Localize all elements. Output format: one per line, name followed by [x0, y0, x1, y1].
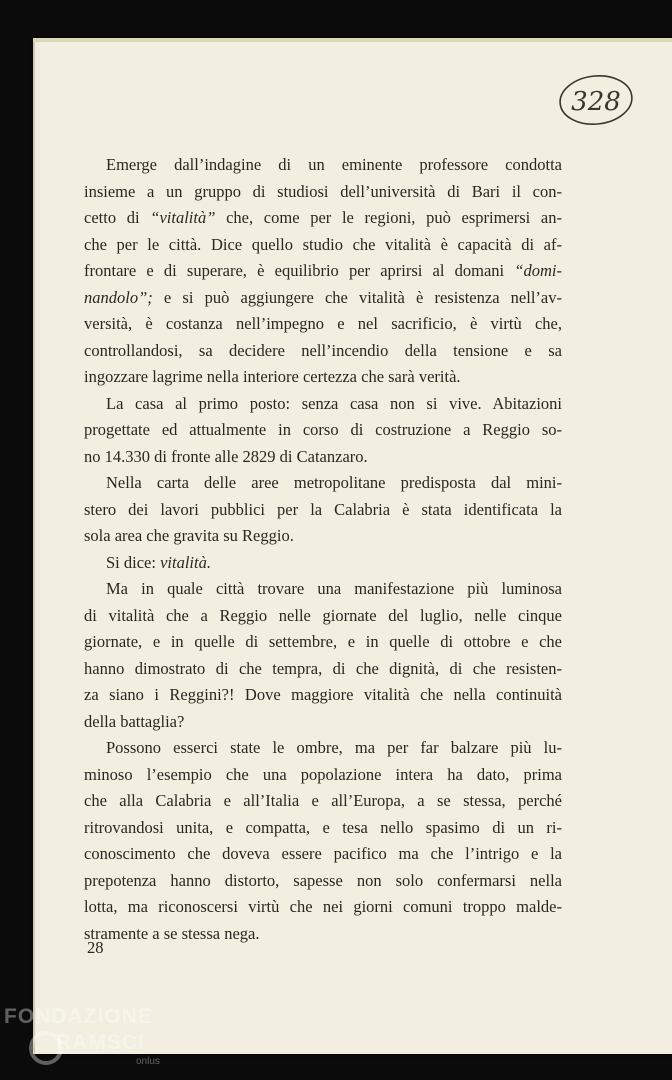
paragraph: [84, 735, 562, 947]
text-line: [84, 709, 562, 736]
text-segment: giornate, e in quelle di settembre, e in quelle di ottobre e che: [84, 632, 562, 651]
text-line: [84, 762, 562, 789]
italic-text: “domi-: [514, 261, 562, 280]
text-line: [84, 205, 562, 232]
text-line: [84, 497, 562, 524]
text-line: [84, 179, 562, 206]
text-segment: hanno dimostrato di che tempra, di che dignità, di che resisten-: [84, 658, 562, 678]
text-line: [84, 894, 562, 921]
text-line: [84, 576, 562, 603]
text-segment: conoscimento che doveva essere pacifico ma che l’intrigo e la: [84, 844, 562, 863]
handwritten-circle-icon: [557, 70, 635, 128]
watermark-line3: onlus: [136, 1056, 160, 1067]
text-line: [84, 603, 562, 630]
text-segment: Si dice:: [106, 552, 161, 572]
paragraph: [84, 470, 562, 550]
text-segment: frontare e di superare, è equilibrio per aprirsi al domani: [84, 261, 515, 280]
text-segment: sola area che gravita su Reggio.: [84, 526, 294, 545]
page-number: 28: [87, 938, 104, 957]
text-segment: stero dei lavori pubblici per la Calabria è stata identificata la: [84, 499, 562, 519]
text-segment: ritrovandosi unita, e compatta, e tesa nello spasimo di un ri-: [84, 817, 562, 837]
text-line: [84, 682, 562, 709]
italic-text: nandolo”;: [84, 287, 153, 307]
text-line: [84, 656, 562, 683]
text-line: [84, 285, 562, 312]
text-segment: Ma in quale città trovare una manifestazione più luminosa: [106, 579, 562, 598]
text-line: [84, 550, 562, 577]
text-segment: di vitalità che a Reggio nelle giornate del luglio, nelle cinque: [84, 605, 562, 625]
text-line: [84, 417, 562, 444]
text-segment: lotta, ma riconoscersi virtù che nei giorni comuni troppo malde-: [84, 897, 562, 916]
text-line: [84, 391, 562, 418]
text-segment: controllandosi, sa decidere nell’incendio della tensione e sa: [84, 340, 562, 360]
text-line: [84, 364, 562, 391]
italic-text: “vitalità”: [150, 208, 216, 227]
page-top-edge: [33, 38, 672, 42]
handwritten-page-annotation: [557, 70, 635, 128]
text-segment: progettate ed attualmente in corso di costruzione a Reggio so-: [84, 420, 562, 439]
text-line: [84, 258, 562, 285]
text-segment: ingozzare lagrime nella interiore certezza che sarà verità.: [84, 367, 461, 386]
text-segment: stramente a se stessa nega.: [84, 923, 260, 943]
text-segment: che alla Calabria e all’Italia e all’Europa, a se stessa, perché: [84, 791, 562, 810]
text-segment: che per le città. Dice quello studio che vitalità è capacità di af-: [84, 234, 562, 254]
text-line: [84, 338, 562, 365]
body-text: [84, 152, 562, 947]
text-line: [84, 311, 562, 338]
text-line: [84, 523, 562, 550]
text-segment: prepotenza hanno distorto, sapesse non solo confermarsi nella: [84, 870, 562, 890]
paragraph: [84, 550, 562, 577]
text-segment: e si può aggiungere che vitalità è resistenza nell’av-: [152, 287, 562, 307]
text-segment: cetto di: [84, 208, 151, 227]
watermark-line1: FONDAZIONE: [4, 1005, 153, 1028]
paragraph: [84, 391, 562, 471]
watermark-line2: RAMSCI: [56, 1031, 145, 1054]
text-segment: Possono esserci state le ombre, ma per far balzare più lu-: [106, 738, 562, 757]
watermark-logo: [4, 1005, 174, 1075]
text-line: [84, 152, 562, 179]
paragraph: [84, 152, 562, 391]
text-line: [84, 232, 562, 259]
text-line: [84, 868, 562, 895]
text-line: [84, 841, 562, 868]
italic-text: vitalità.: [160, 552, 211, 572]
text-segment: La casa al primo posto: senza casa non si vive. Abitazioni: [106, 393, 562, 413]
text-segment: minoso l’esempio che una popolazione intera ha dato, prima: [84, 764, 562, 784]
text-segment: versità, è costanza nell’impegno e nel sacrificio, è virtù che,: [84, 314, 562, 333]
text-line: [84, 629, 562, 656]
text-segment: Emerge dall’indagine di un eminente professore condotta: [106, 155, 562, 174]
text-segment: no 14.330 di fronte alle 2829 di Catanzaro.: [84, 446, 368, 466]
paragraph: [84, 576, 562, 735]
text-line: [84, 444, 562, 471]
text-segment: Nella carta delle aree metropolitane predisposta dal mini-: [106, 473, 562, 492]
text-line: [84, 735, 562, 762]
text-line: [84, 788, 562, 815]
annotation-number: 328: [571, 87, 621, 117]
text-segment: za siano i Reggini?! Dove maggiore vitalità che nella continuità: [84, 685, 562, 704]
text-segment: che, come per le regioni, può esprimersi an-: [215, 208, 563, 227]
text-segment: insieme a un gruppo di studiosi dell’università di Bari il con-: [84, 181, 562, 201]
text-line: [84, 815, 562, 842]
text-line: [84, 470, 562, 497]
text-line: [84, 921, 562, 948]
text-segment: della battaglia?: [84, 711, 185, 731]
